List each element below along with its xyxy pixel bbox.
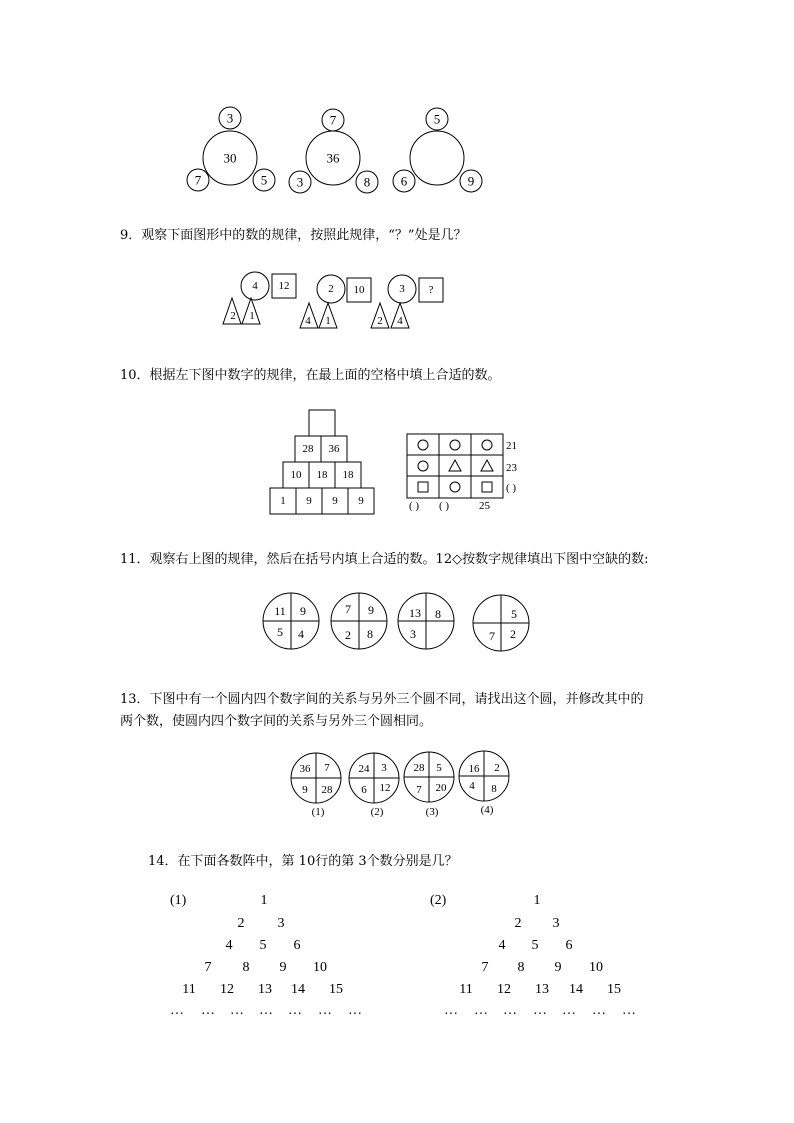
square-icon [482, 482, 492, 492]
array1-number: … [170, 1003, 184, 1018]
array2-number: 11 [459, 982, 473, 997]
array2-number: 5 [531, 938, 539, 953]
q9-g1-circle: 4 [252, 280, 258, 292]
fig8-g3-left: 6 [400, 173, 408, 189]
grid-row-sum: 21 [506, 440, 517, 452]
q12-c1-tl: 11 [274, 604, 286, 618]
pyramid-cell: 1 [280, 495, 286, 507]
array1-number: … [259, 1003, 273, 1018]
q13-c2-br: 12 [379, 782, 391, 794]
q9-g3-tri-left: 2 [377, 315, 383, 327]
array1-number: 15 [329, 982, 343, 997]
array1-number: 4 [225, 938, 233, 953]
array1-number: 2 [237, 916, 245, 931]
fig8-g1-left: 7 [194, 172, 202, 188]
square-icon [418, 482, 428, 492]
question-11-text: 11．观察右上图的规律，然后在括号内填上合适的数。12◇按数字规律填出下图中空缺的数: [120, 552, 649, 567]
q13-c3-label: (3) [425, 806, 439, 818]
grid-col-sum: ( ) [409, 500, 420, 512]
q9-g2-square: 10 [353, 284, 365, 296]
question-10-text: 10．根据左下图中数字的规律，在最上面的空格中填上合适的数。 [120, 368, 501, 383]
array1-number: 9 [279, 960, 287, 975]
array1-number: … [318, 1003, 332, 1018]
q9-g3-tri-right: 4 [397, 315, 403, 327]
question-13-text-line2: 两个数，使圆内四个数字间的关系与另外三个圆相同。 [120, 714, 433, 729]
q13-c3-tr: 5 [436, 762, 442, 774]
fig8-g1-center: 30 [223, 150, 237, 166]
q13-c2-bl: 6 [361, 784, 367, 796]
fig8-g3-right: 9 [467, 173, 475, 189]
question-14-text: 14．在下面各数阵中，第 10行的第 3个数分别是几？ [148, 854, 458, 869]
q9-g1-square: 12 [278, 280, 290, 292]
fig8-g1-right: 5 [260, 172, 268, 188]
array1-number: 10 [313, 960, 327, 975]
q13-c4-tr: 2 [494, 762, 500, 774]
q13-c4-tl: 16 [468, 763, 480, 775]
q9-g2-circle: 2 [328, 283, 334, 295]
q12-c2-tr: 9 [368, 603, 374, 617]
grid-col-sum: 25 [479, 500, 490, 512]
q13-c3-tl: 28 [413, 762, 425, 774]
grid-row-sum: ( ) [506, 482, 517, 494]
array2-number: 13 [535, 982, 549, 997]
array1-number: 12 [220, 982, 234, 997]
q12-c2-tl: 7 [345, 602, 351, 616]
circle-icon [450, 482, 460, 492]
q13-c3-br: 20 [435, 782, 447, 794]
q13-c2-label: (2) [370, 806, 384, 818]
pyramid-cell: 9 [358, 495, 364, 507]
array1-number: … [201, 1003, 215, 1018]
circle-icon [418, 461, 428, 471]
array2-label: (2) [430, 893, 447, 908]
q13-c3-bl: 7 [416, 784, 422, 796]
q13-c1-label: (1) [311, 806, 325, 818]
q12-c3-tl: 13 [409, 606, 421, 620]
grid-col-sum: ( ) [439, 500, 450, 512]
q9-g3-square: ? [428, 284, 434, 296]
fig8-g2-top: 7 [329, 112, 337, 128]
pyramid-cell: 28 [302, 443, 314, 455]
q12-c2-br: 8 [367, 627, 373, 641]
array1-number: … [288, 1003, 302, 1018]
array2-number: 4 [498, 938, 506, 953]
array1-number: 1 [260, 893, 268, 908]
array2-number: … [622, 1003, 636, 1018]
array2-number: 12 [497, 982, 511, 997]
array1-label: (1) [170, 893, 187, 908]
array2-number: 1 [533, 893, 541, 908]
q12-c4-tr: 5 [511, 607, 517, 621]
circle-icon [418, 440, 428, 450]
q13-c1-br: 28 [321, 784, 333, 796]
q13-circle-4 [459, 751, 509, 801]
array2-number: 14 [569, 982, 583, 997]
array1-number: … [230, 1003, 244, 1018]
array2-number: … [444, 1003, 458, 1018]
array2-number: … [474, 1003, 488, 1018]
q13-c2-tr: 3 [381, 762, 387, 774]
q13-circle-3 [404, 752, 454, 802]
question-9-text: 9．观察下面图形中的数的规律，按照此规律，“？”处是几？ [120, 228, 467, 243]
q12-c1-tr: 9 [300, 604, 306, 618]
triangle-icon [481, 460, 493, 471]
q10-shape-grid [407, 434, 503, 498]
array2-number: … [503, 1003, 517, 1018]
fig8-g1-top: 3 [226, 110, 234, 126]
q12-circle-2 [331, 593, 387, 649]
question-13-text-line1: 13．下图中有一个圆内四个数字间的关系与另外三个圆不同，请找出这个圆，并修改其中的 [120, 692, 644, 707]
q13-c1-bl: 9 [302, 784, 308, 796]
array1-number: 7 [204, 960, 212, 975]
triangle-icon [449, 460, 461, 471]
q12-c1-bl: 5 [277, 625, 283, 639]
array2-number: 2 [514, 916, 522, 931]
q9-g2-tri-right: 1 [325, 315, 331, 327]
q12-c4-bl: 7 [489, 629, 495, 643]
q12-c1-br: 4 [298, 627, 304, 641]
q13-c4-label: (4) [480, 804, 494, 816]
q13-c4-br: 8 [491, 783, 497, 795]
fig8-g2-right: 8 [363, 174, 371, 190]
pyramid-cell: 36 [328, 443, 340, 455]
array1-number: 8 [242, 960, 250, 975]
array1-number: 13 [258, 982, 272, 997]
array1-number: … [348, 1003, 362, 1018]
fig8-g2-left: 3 [296, 174, 304, 190]
q12-c3-bl: 3 [410, 627, 416, 641]
array2-number: 15 [607, 982, 621, 997]
fig8-g2-center: 36 [326, 150, 340, 166]
array2-number: 7 [481, 960, 489, 975]
pyramid-cell: 18 [342, 469, 354, 481]
array2-number: 9 [554, 960, 562, 975]
fig8-g3-top: 5 [433, 111, 441, 127]
q12-circle-4 [473, 595, 529, 651]
q9-g2-tri-left: 4 [305, 315, 311, 327]
q12-c3-tr: 8 [435, 607, 441, 621]
q13-c2-tl: 24 [358, 763, 370, 775]
q12-c2-bl: 2 [345, 628, 351, 642]
q9-g1-tri-right: 1 [249, 310, 255, 322]
q13-c1-tl: 36 [299, 763, 311, 775]
array1-number: 11 [182, 982, 196, 997]
array1-number: 5 [259, 938, 267, 953]
pyramid-cell: 9 [306, 495, 312, 507]
pyramid-cell: 18 [316, 469, 328, 481]
array2-number: … [562, 1003, 576, 1018]
q12-c4-br: 2 [510, 627, 516, 641]
pyramid-cell: 10 [290, 469, 302, 481]
q9-g3-circle: 3 [399, 283, 405, 295]
array2-number: … [533, 1003, 547, 1018]
q9-g1-tri-left: 2 [230, 310, 236, 322]
q12-circle-3 [398, 593, 454, 649]
q13-c1-tr: 7 [324, 762, 330, 774]
array2-number: … [592, 1003, 606, 1018]
array2-number: 3 [552, 916, 560, 931]
q13-circle-2 [349, 753, 399, 803]
array2-number: 8 [517, 960, 525, 975]
array1-number: 6 [293, 938, 301, 953]
circle-icon [450, 440, 460, 450]
array1-number: 14 [291, 982, 305, 997]
q12-circle-1 [263, 593, 319, 649]
pyramid-cell: 9 [332, 495, 338, 507]
q13-circle-1 [291, 753, 341, 803]
q13-c4-bl: 4 [469, 780, 475, 792]
array2-number: 6 [565, 938, 573, 953]
array1-number: 3 [277, 916, 285, 931]
grid-row-sum: 23 [506, 462, 517, 474]
array2-number: 10 [589, 960, 603, 975]
circle-icon [482, 440, 492, 450]
